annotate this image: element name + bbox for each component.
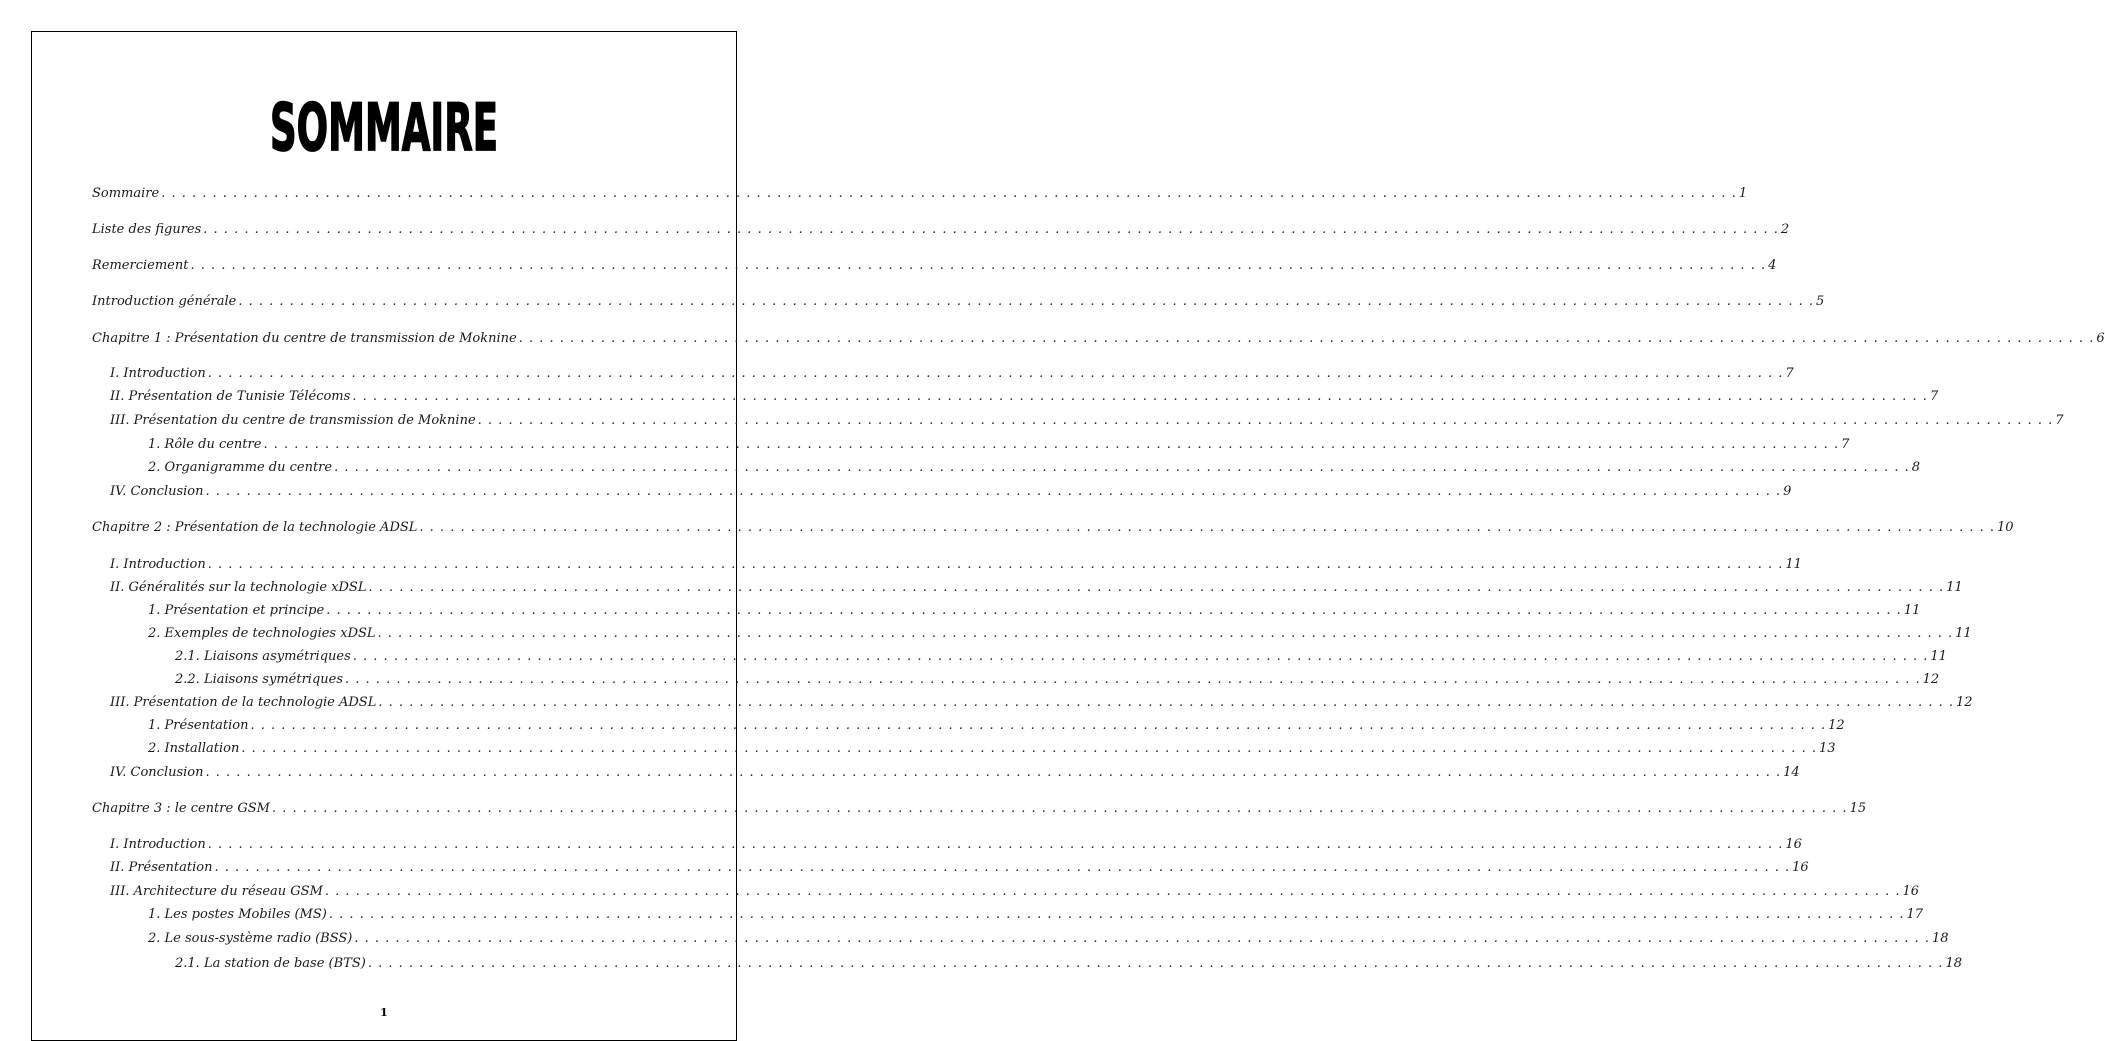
dot-leader (352, 389, 1928, 405)
dot-leader (334, 460, 1910, 476)
toc-entry-chapitre-2[interactable] (92, 520, 2014, 536)
toc-entry-page: 12 (1922, 672, 1940, 687)
toc-entry-page: 1 (1738, 186, 1748, 201)
toc-entry-label: 2.2. Liaisons symétriques (175, 672, 344, 687)
toc-entry-page: 4 (1768, 258, 1777, 273)
toc-entry-page: 11 (1930, 649, 1947, 664)
toc-entry-page: 11 (1955, 626, 1972, 641)
toc-entry-page: 7 (1929, 389, 1939, 404)
dot-leader (190, 258, 1766, 274)
toc-entry-label: I. Introduction (110, 837, 206, 852)
dot-leader (419, 520, 1995, 536)
toc-entry-ch1-centre-transmission[interactable] (110, 413, 2064, 429)
dot-leader (378, 695, 1954, 711)
toc-entry-label: 2.1. Liaisons asymétriques (175, 649, 351, 664)
toc-entry-label: I. Introduction (110, 366, 206, 381)
dot-leader (325, 884, 1901, 900)
dot-leader (206, 484, 1782, 500)
dot-leader (206, 765, 1782, 781)
toc-entry-label: 1. Présentation et principe (148, 603, 325, 618)
toc-entry-remerciement[interactable] (92, 258, 1777, 274)
toc-entry-ch2-liaisons-symetriques[interactable] (175, 672, 1940, 688)
toc-entry-label: III. Architecture du réseau GSM (110, 884, 323, 899)
toc-entry-page: 15 (1849, 801, 1867, 816)
toc-entry-label: 1. Présentation (148, 718, 249, 733)
toc-entry-liste-figures[interactable] (92, 222, 1790, 238)
toc-entry-label: 2. Organigramme du centre (148, 460, 333, 475)
dot-leader (519, 331, 2095, 347)
toc-entry-page: 16 (1902, 884, 1920, 899)
toc-entry-label: 2.1. La station de base (BTS) (175, 956, 366, 971)
toc-entry-ch3-architecture-gsm[interactable] (110, 884, 1920, 900)
page-number: 1 (380, 1006, 388, 1019)
toc-entry-page: 16 (1785, 837, 1802, 852)
toc-entry-ch2-installation[interactable] (148, 741, 1836, 757)
toc-entry-label: 1. Rôle du centre (148, 437, 262, 452)
toc-entry-page: 7 (1785, 366, 1794, 381)
dot-leader (263, 437, 1839, 453)
toc-entry-label: I. Introduction (110, 557, 206, 572)
toc-entry-page: 10 (1997, 520, 2014, 535)
toc-entry-label: Chapitre 2 : Présentation de la technologie ADSL (92, 520, 418, 535)
toc-entry-ch3-introduction[interactable] (110, 837, 1802, 853)
toc-entry-page: 6 (2096, 331, 2105, 346)
toc-entry-label: Sommaire (92, 186, 160, 201)
toc-entry-page: 11 (1946, 580, 1963, 595)
dot-leader (368, 580, 1944, 596)
toc-entry-chapitre-1[interactable] (92, 331, 2105, 347)
toc-entry-ch2-exemples-xdsl[interactable] (148, 626, 1972, 642)
toc-entry-ch1-organigramme[interactable] (148, 460, 1920, 476)
dot-leader (241, 741, 1817, 757)
toc-entry-page: 9 (1783, 484, 1792, 499)
toc-entry-page: 8 (1911, 460, 1920, 475)
toc-entry-page: 7 (1841, 437, 1850, 452)
toc-entry-label: III. Présentation de la technologie ADSL (110, 695, 377, 710)
toc-entry-page: 16 (1792, 860, 1809, 875)
toc-entry-ch2-liaisons-asymetriques[interactable] (175, 649, 1947, 665)
dot-leader (250, 718, 1826, 734)
toc-entry-label: IV. Conclusion (110, 765, 204, 780)
toc-entry-ch2-introduction[interactable] (110, 557, 1802, 573)
toc-entry-ch2-generalites-xdsl[interactable] (110, 580, 1963, 596)
dot-leader (368, 956, 1944, 972)
toc-entry-ch1-introduction[interactable] (110, 366, 1794, 382)
toc-entry-page: 12 (1955, 695, 1973, 710)
toc-entry-label: Introduction générale (92, 294, 237, 309)
dot-leader (272, 801, 1848, 817)
dot-leader (354, 931, 1930, 947)
toc-entry-page: 12 (1828, 718, 1845, 733)
toc-entry-ch3-sous-systeme-radio[interactable] (148, 931, 1949, 947)
toc-entry-page: 17 (1906, 907, 1924, 922)
dot-leader (326, 603, 1902, 619)
toc-entry-ch3-presentation[interactable] (110, 860, 1809, 876)
toc-entry-label: II. Présentation de Tunisie Télécoms (110, 389, 351, 404)
toc-entry-ch2-presentation[interactable] (148, 718, 1845, 734)
toc-entry-label: II. Présentation (110, 860, 213, 875)
toc-entry-introduction-generale[interactable] (92, 294, 1825, 310)
toc-entry-ch2-conclusion[interactable] (110, 765, 1800, 781)
toc-entry-sommaire[interactable] (92, 186, 1748, 202)
toc-entry-ch3-station-base[interactable] (175, 956, 1962, 972)
toc-entry-page: 7 (2055, 413, 2064, 428)
dot-leader (238, 294, 1814, 310)
toc-entry-label: 2. Le sous-système radio (BSS) (148, 931, 353, 946)
toc-entry-ch2-presentation-principe[interactable] (148, 603, 1921, 619)
toc-entry-label: II. Généralités sur la technologie xDSL (110, 580, 367, 595)
toc-entry-page: 18 (1945, 956, 1962, 971)
toc-entry-label: 1. Les postes Mobiles (MS) (148, 907, 327, 922)
dot-leader (161, 186, 1737, 202)
toc-entry-label: Liste des figures (92, 222, 202, 237)
toc-entry-ch3-postes-mobiles[interactable] (148, 907, 1924, 923)
dot-leader (214, 860, 1790, 876)
toc-entry-label: Chapitre 1 : Présentation du centre de transmission de Moknine (92, 331, 517, 346)
toc-entry-label: Chapitre 3 : le centre GSM (92, 801, 270, 816)
dot-leader (203, 222, 1779, 238)
toc-entry-ch2-technologie-adsl[interactable] (110, 695, 1973, 711)
toc-entry-label: IV. Conclusion (110, 484, 204, 499)
dot-leader (208, 837, 1784, 853)
toc-entry-chapitre-3[interactable] (92, 801, 1867, 817)
toc-entry-ch1-role-centre[interactable] (148, 437, 1850, 453)
dot-leader (478, 413, 2054, 429)
dot-leader (208, 557, 1784, 573)
toc-entry-page: 11 (1903, 603, 1921, 618)
dot-leader (345, 672, 1921, 688)
toc-entry-ch1-conclusion[interactable] (110, 484, 1792, 500)
dot-leader (378, 626, 1954, 642)
toc-entry-page: 5 (1815, 294, 1825, 309)
toc-entry-label: III. Présentation du centre de transmission de Moknine (110, 413, 476, 428)
toc-entry-page: 18 (1932, 931, 1949, 946)
dot-leader (329, 907, 1905, 923)
toc-entry-label: 2. Installation (148, 741, 240, 756)
toc-entry-page: 11 (1785, 557, 1802, 572)
toc-entry-label: Remerciement (92, 258, 189, 273)
toc-entry-page: 14 (1783, 765, 1800, 780)
toc-entry-page: 2 (1780, 222, 1790, 237)
dot-leader (353, 649, 1929, 665)
toc-entry-label: 2. Exemples de technologies xDSL (148, 626, 376, 641)
page-title: SOMMAIRE (269, 91, 498, 167)
toc-entry-page: 13 (1818, 741, 1836, 756)
toc-entry-ch1-tunisie-telecoms[interactable] (110, 389, 1939, 405)
dot-leader (208, 366, 1784, 382)
